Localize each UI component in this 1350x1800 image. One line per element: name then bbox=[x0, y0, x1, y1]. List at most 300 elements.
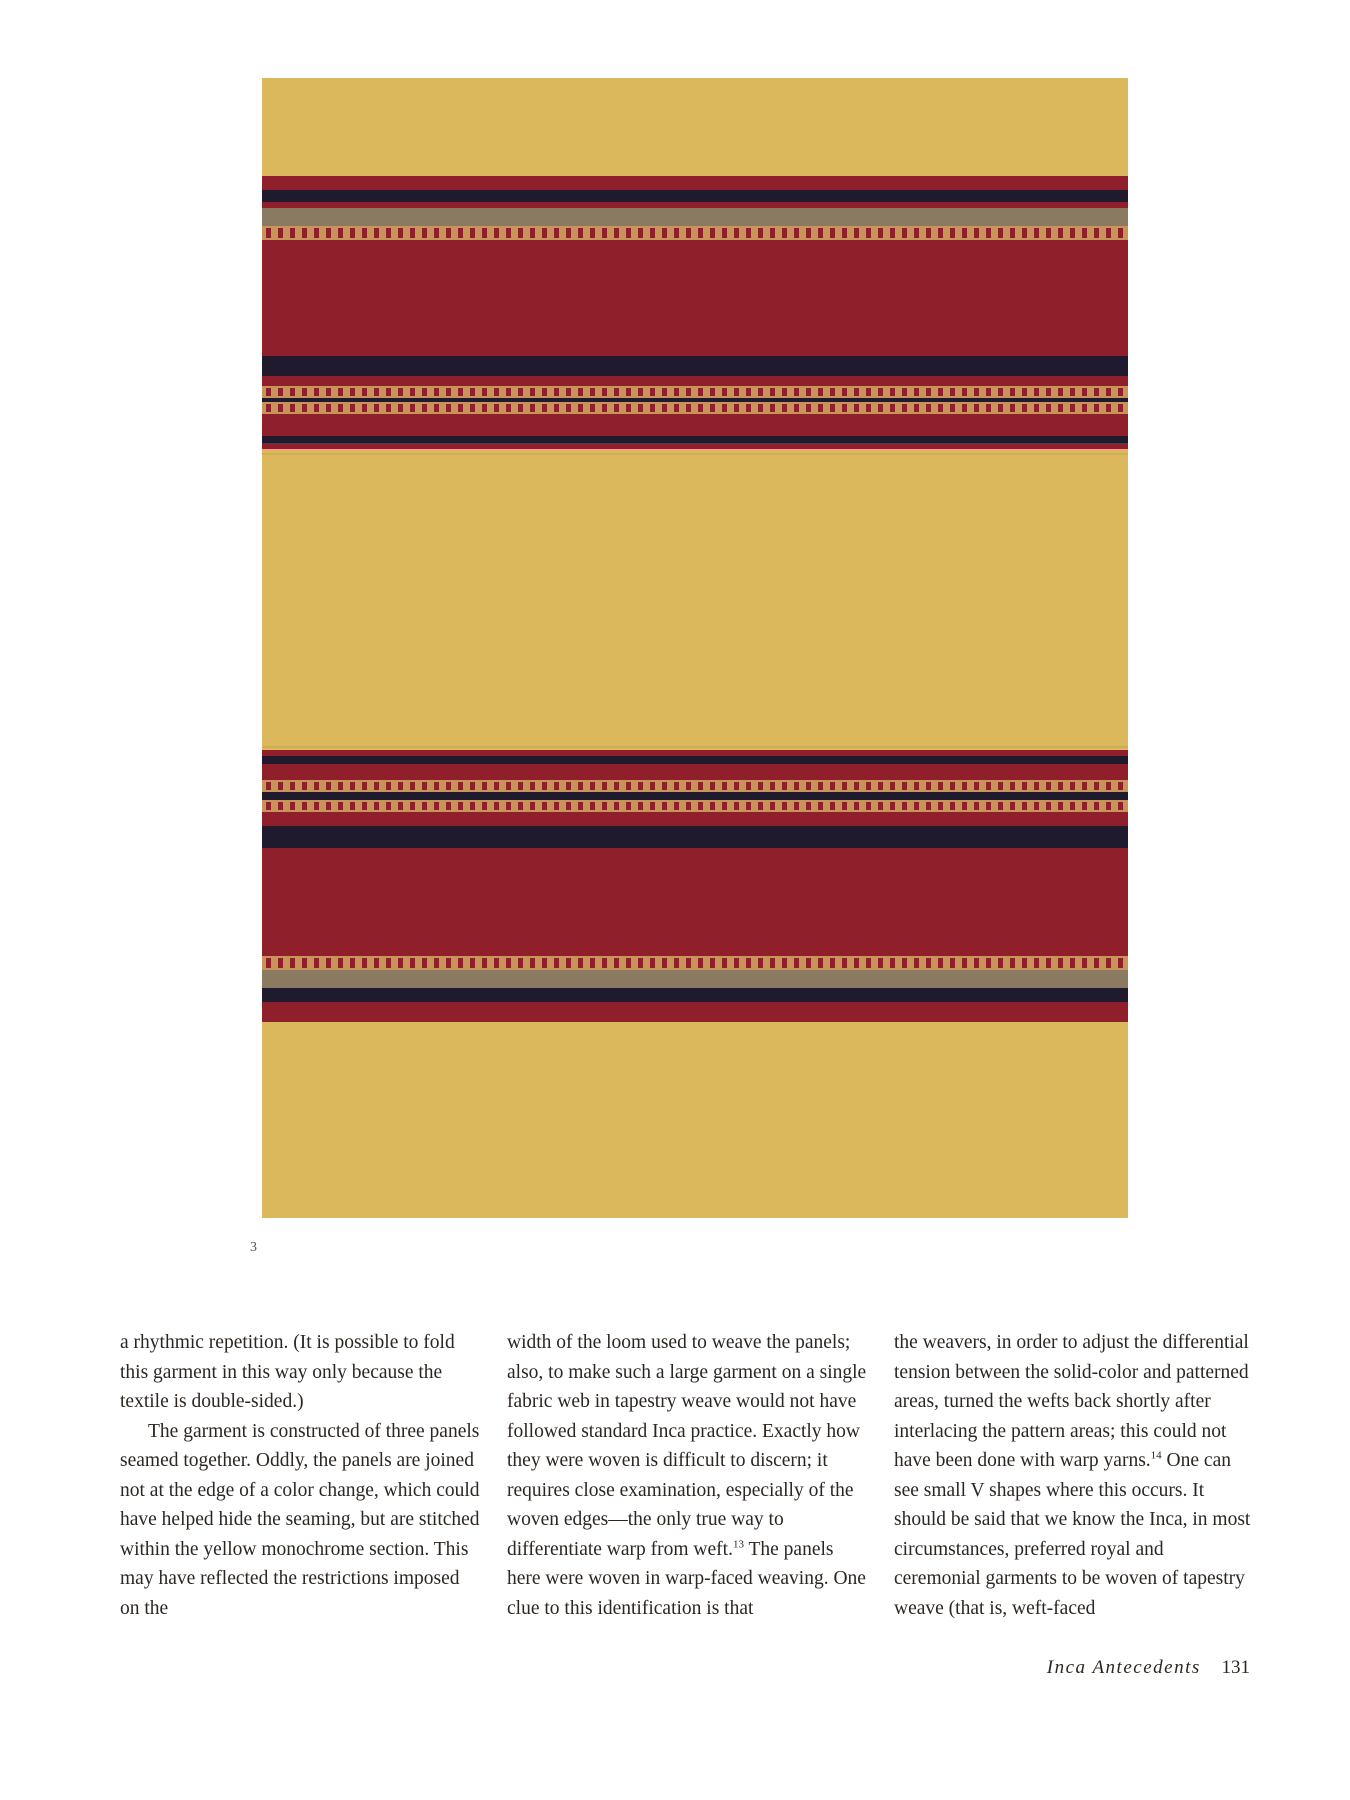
pattern-motif bbox=[614, 802, 619, 810]
pattern-motif bbox=[986, 228, 991, 238]
pattern-motif bbox=[842, 404, 847, 412]
pattern-motif bbox=[1118, 782, 1123, 790]
pattern-motif bbox=[662, 228, 667, 238]
pattern-motif bbox=[746, 958, 751, 968]
pattern-motif bbox=[734, 782, 739, 790]
pattern-motif bbox=[782, 404, 787, 412]
pattern-motif bbox=[674, 228, 679, 238]
pattern-motif bbox=[470, 404, 475, 412]
pattern-motif bbox=[350, 782, 355, 790]
pattern-motif bbox=[1058, 802, 1063, 810]
pattern-motif bbox=[1022, 404, 1027, 412]
pattern-motif bbox=[830, 958, 835, 968]
pattern-motif bbox=[1094, 388, 1099, 396]
pattern-motif bbox=[902, 404, 907, 412]
footnote-ref: 13 bbox=[732, 1538, 744, 1550]
pattern-motif bbox=[1022, 228, 1027, 238]
pattern-motif bbox=[626, 958, 631, 968]
pattern-motif bbox=[1046, 958, 1051, 968]
paragraph-text: the weavers, in order to adjust the differential tension between the solid-color and patterned areas, turned the wefts back shortly after interlacing the pattern areas; this could not have been done with warp yarns. bbox=[894, 1332, 1249, 1471]
pattern-motif bbox=[506, 388, 511, 396]
pattern-motif bbox=[1082, 388, 1087, 396]
pattern-motif bbox=[554, 388, 559, 396]
pattern-motif bbox=[1070, 802, 1075, 810]
pattern-motif bbox=[506, 958, 511, 968]
red-band bbox=[262, 443, 1128, 449]
pattern-motif bbox=[566, 958, 571, 968]
pattern-motif bbox=[374, 802, 379, 810]
pattern-motif bbox=[326, 802, 331, 810]
pattern-motif bbox=[554, 802, 559, 810]
pattern-motif bbox=[350, 802, 355, 810]
pattern-motif bbox=[854, 782, 859, 790]
pattern-motif bbox=[434, 958, 439, 968]
pattern-motif bbox=[950, 404, 955, 412]
pattern-motif bbox=[578, 388, 583, 396]
pattern-motif bbox=[710, 228, 715, 238]
pattern-motif bbox=[998, 404, 1003, 412]
pattern-motif bbox=[986, 802, 991, 810]
pattern-motif bbox=[338, 958, 343, 968]
pattern-motif bbox=[626, 404, 631, 412]
pattern-motif bbox=[1106, 802, 1111, 810]
navy-stripe bbox=[262, 826, 1128, 848]
pattern-motif bbox=[578, 802, 583, 810]
pattern-motif bbox=[434, 802, 439, 810]
pattern-motif bbox=[266, 958, 271, 968]
pattern-motif bbox=[362, 958, 367, 968]
pattern-motif bbox=[350, 388, 355, 396]
pattern-motif bbox=[386, 388, 391, 396]
pattern-motif bbox=[674, 802, 679, 810]
pattern-motif bbox=[746, 404, 751, 412]
pattern-motif bbox=[314, 228, 319, 238]
text-column-2 bbox=[507, 1328, 867, 1623]
pattern-motif bbox=[986, 404, 991, 412]
pattern-motif bbox=[590, 958, 595, 968]
pattern-motif bbox=[446, 802, 451, 810]
pattern-motif bbox=[638, 958, 643, 968]
pattern-motif bbox=[710, 802, 715, 810]
pattern-motif bbox=[290, 782, 295, 790]
pattern-motif bbox=[554, 782, 559, 790]
pattern-motif bbox=[650, 802, 655, 810]
pattern-motif bbox=[1082, 802, 1087, 810]
pattern-motif bbox=[1034, 802, 1039, 810]
pattern-motif bbox=[758, 404, 763, 412]
pattern-motif bbox=[854, 388, 859, 396]
pattern-motif bbox=[302, 958, 307, 968]
pattern-motif bbox=[506, 404, 511, 412]
pattern-motif bbox=[1082, 404, 1087, 412]
pattern-motif bbox=[926, 802, 931, 810]
pattern-motif bbox=[878, 802, 883, 810]
pattern-motif bbox=[1106, 388, 1111, 396]
pattern-motif bbox=[1046, 388, 1051, 396]
pattern-motif bbox=[878, 958, 883, 968]
pattern-motif bbox=[1070, 404, 1075, 412]
pattern-motif bbox=[998, 782, 1003, 790]
pattern-motif bbox=[842, 228, 847, 238]
pattern-motif bbox=[698, 802, 703, 810]
pattern-motif bbox=[302, 228, 307, 238]
pattern-motif bbox=[854, 404, 859, 412]
pattern-motif bbox=[1046, 404, 1051, 412]
pattern-motif bbox=[302, 388, 307, 396]
pattern-motif bbox=[506, 228, 511, 238]
pattern-motif bbox=[458, 958, 463, 968]
pattern-motif bbox=[482, 404, 487, 412]
pattern-motif bbox=[386, 802, 391, 810]
navy-stripe bbox=[262, 190, 1128, 202]
pattern-motif bbox=[770, 958, 775, 968]
pattern-motif bbox=[662, 802, 667, 810]
pattern-motif bbox=[530, 228, 535, 238]
pattern-motif bbox=[542, 958, 547, 968]
pattern-motif bbox=[446, 228, 451, 238]
pattern-motif bbox=[1070, 388, 1075, 396]
pattern-motif bbox=[950, 228, 955, 238]
pattern-motif bbox=[1106, 958, 1111, 968]
pattern-motif bbox=[926, 404, 931, 412]
pattern-motif bbox=[746, 782, 751, 790]
pattern-motif bbox=[362, 228, 367, 238]
pattern-motif bbox=[578, 404, 583, 412]
pattern-motif bbox=[806, 228, 811, 238]
pattern-motif bbox=[314, 958, 319, 968]
pattern-motif bbox=[758, 958, 763, 968]
red-band bbox=[262, 750, 1128, 756]
pattern-motif bbox=[290, 802, 295, 810]
pattern-motif bbox=[734, 228, 739, 238]
pattern-motif bbox=[830, 388, 835, 396]
pattern-motif bbox=[1058, 958, 1063, 968]
pattern-motif bbox=[446, 782, 451, 790]
pattern-motif bbox=[962, 404, 967, 412]
pattern-motif bbox=[650, 388, 655, 396]
pattern-motif bbox=[722, 388, 727, 396]
pattern-motif bbox=[290, 228, 295, 238]
pattern-motif bbox=[770, 228, 775, 238]
navy-stripe bbox=[262, 436, 1128, 443]
pattern-motif bbox=[734, 802, 739, 810]
pattern-motif bbox=[962, 802, 967, 810]
pattern-motif bbox=[806, 782, 811, 790]
pattern-motif bbox=[794, 388, 799, 396]
pattern-motif bbox=[494, 404, 499, 412]
pattern-motif bbox=[578, 228, 583, 238]
pattern-motif bbox=[854, 958, 859, 968]
pattern-motif bbox=[470, 782, 475, 790]
pattern-motif bbox=[926, 388, 931, 396]
pattern-motif bbox=[818, 388, 823, 396]
pattern-motif bbox=[794, 958, 799, 968]
pattern-motif bbox=[710, 404, 715, 412]
pattern-motif bbox=[866, 388, 871, 396]
pattern-motif bbox=[602, 388, 607, 396]
pattern-motif bbox=[470, 388, 475, 396]
pattern-motif bbox=[374, 388, 379, 396]
pattern-motif bbox=[554, 958, 559, 968]
pattern-motif bbox=[674, 388, 679, 396]
pattern-motif bbox=[794, 782, 799, 790]
pattern-motif bbox=[1106, 404, 1111, 412]
pattern-motif bbox=[458, 404, 463, 412]
pattern-motif bbox=[722, 782, 727, 790]
pattern-motif bbox=[326, 404, 331, 412]
pattern-motif bbox=[650, 404, 655, 412]
pattern-motif bbox=[650, 782, 655, 790]
pattern-motif bbox=[1118, 958, 1123, 968]
pattern-motif bbox=[902, 782, 907, 790]
pattern-motif bbox=[914, 802, 919, 810]
pattern-motif bbox=[602, 404, 607, 412]
pattern-motif bbox=[614, 388, 619, 396]
pattern-motif bbox=[1118, 388, 1123, 396]
pattern-motif bbox=[698, 228, 703, 238]
pattern-motif bbox=[734, 958, 739, 968]
pattern-motif bbox=[494, 782, 499, 790]
pattern-motif bbox=[1010, 802, 1015, 810]
pattern-motif bbox=[962, 958, 967, 968]
pattern-motif bbox=[974, 388, 979, 396]
pattern-motif bbox=[770, 782, 775, 790]
pattern-motif bbox=[374, 958, 379, 968]
navy-stripe bbox=[262, 988, 1128, 1002]
pattern-motif bbox=[410, 404, 415, 412]
navy-stripe bbox=[262, 792, 1128, 800]
pattern-motif bbox=[698, 388, 703, 396]
pattern-motif bbox=[914, 958, 919, 968]
pattern-motif bbox=[314, 782, 319, 790]
pattern-motif bbox=[1094, 802, 1099, 810]
pattern-motif bbox=[1082, 228, 1087, 238]
pattern-motif bbox=[590, 228, 595, 238]
pattern-motif bbox=[386, 958, 391, 968]
pattern-motif bbox=[1034, 782, 1039, 790]
pattern-motif bbox=[542, 802, 547, 810]
pattern-motif bbox=[590, 782, 595, 790]
pattern-motif bbox=[326, 782, 331, 790]
pattern-motif bbox=[1046, 782, 1051, 790]
pattern-motif bbox=[650, 958, 655, 968]
pattern-motif bbox=[386, 404, 391, 412]
pattern-motif bbox=[782, 228, 787, 238]
pattern-motif bbox=[938, 388, 943, 396]
pattern-motif bbox=[314, 404, 319, 412]
pattern-motif bbox=[878, 388, 883, 396]
pattern-motif bbox=[266, 388, 271, 396]
pattern-motif bbox=[302, 404, 307, 412]
pattern-motif bbox=[266, 228, 271, 238]
pattern-motif bbox=[962, 388, 967, 396]
pattern-motif bbox=[998, 802, 1003, 810]
pattern-motif bbox=[914, 782, 919, 790]
pattern-motif bbox=[986, 388, 991, 396]
pattern-motif bbox=[950, 388, 955, 396]
pattern-motif bbox=[398, 802, 403, 810]
pattern-motif bbox=[890, 802, 895, 810]
paragraph: The garment is constructed of three panels seamed together. Oddly, the panels are joined not at the edge of a color change, which could have helped hide the seaming, but are stitched within the yellow monochrome section. This may have reflected the restrictions imposed on the bbox=[120, 1420, 480, 1619]
pattern-motif bbox=[890, 404, 895, 412]
pattern-motif bbox=[518, 404, 523, 412]
pattern-motif bbox=[398, 782, 403, 790]
pattern-motif bbox=[662, 388, 667, 396]
pattern-motif bbox=[1094, 228, 1099, 238]
pattern-motif bbox=[278, 404, 283, 412]
pattern-motif bbox=[914, 228, 919, 238]
textile-photograph bbox=[262, 78, 1128, 1218]
pattern-motif bbox=[962, 782, 967, 790]
pattern-motif bbox=[674, 782, 679, 790]
pattern-motif bbox=[1070, 958, 1075, 968]
seam-line bbox=[262, 746, 1128, 748]
pattern-motif bbox=[818, 958, 823, 968]
pattern-motif bbox=[686, 782, 691, 790]
pattern-motif bbox=[794, 228, 799, 238]
pattern-motif bbox=[806, 388, 811, 396]
pattern-motif bbox=[650, 228, 655, 238]
pattern-motif bbox=[374, 228, 379, 238]
pattern-motif bbox=[470, 228, 475, 238]
pattern-motif bbox=[458, 782, 463, 790]
pattern-motif bbox=[818, 228, 823, 238]
pattern-motif bbox=[566, 388, 571, 396]
pattern-motif bbox=[530, 782, 535, 790]
pattern-motif bbox=[722, 958, 727, 968]
pattern-motif bbox=[866, 404, 871, 412]
pattern-motif bbox=[566, 404, 571, 412]
pattern-motif bbox=[1094, 958, 1099, 968]
red-band bbox=[262, 848, 1128, 956]
pattern-motif bbox=[602, 782, 607, 790]
pattern-motif bbox=[662, 958, 667, 968]
pattern-motif bbox=[554, 228, 559, 238]
pattern-motif bbox=[638, 228, 643, 238]
pattern-motif bbox=[674, 404, 679, 412]
pattern-motif bbox=[374, 404, 379, 412]
pattern-motif bbox=[614, 958, 619, 968]
red-band bbox=[262, 812, 1128, 826]
pattern-motif bbox=[458, 228, 463, 238]
pattern-motif bbox=[758, 388, 763, 396]
navy-stripe bbox=[262, 398, 1128, 402]
pattern-motif bbox=[878, 782, 883, 790]
pattern-motif bbox=[398, 228, 403, 238]
pattern-motif bbox=[926, 228, 931, 238]
pattern-motif bbox=[974, 404, 979, 412]
pattern-motif bbox=[842, 802, 847, 810]
pattern-motif bbox=[278, 228, 283, 238]
pattern-motif bbox=[926, 782, 931, 790]
pattern-motif bbox=[422, 388, 427, 396]
pattern-motif bbox=[326, 388, 331, 396]
pattern-motif bbox=[662, 782, 667, 790]
pattern-motif bbox=[758, 228, 763, 238]
pattern-motif bbox=[866, 782, 871, 790]
pattern-motif bbox=[1034, 404, 1039, 412]
pattern-motif bbox=[638, 802, 643, 810]
page-number: 131 bbox=[1221, 1657, 1250, 1678]
pattern-motif bbox=[698, 958, 703, 968]
pattern-motif bbox=[962, 228, 967, 238]
pattern-motif bbox=[1070, 782, 1075, 790]
pattern-motif bbox=[326, 958, 331, 968]
pattern-motif bbox=[590, 388, 595, 396]
pattern-motif bbox=[950, 802, 955, 810]
pattern-motif bbox=[686, 228, 691, 238]
pattern-motif bbox=[1022, 802, 1027, 810]
pattern-motif bbox=[830, 782, 835, 790]
pattern-motif bbox=[1094, 404, 1099, 412]
pattern-motif bbox=[986, 782, 991, 790]
pattern-motif bbox=[1070, 228, 1075, 238]
pattern-motif bbox=[890, 958, 895, 968]
pattern-motif bbox=[1022, 782, 1027, 790]
pattern-motif bbox=[398, 404, 403, 412]
pattern-motif bbox=[314, 388, 319, 396]
pattern-motif bbox=[1106, 782, 1111, 790]
pattern-motif bbox=[806, 958, 811, 968]
pattern-motif bbox=[974, 782, 979, 790]
pattern-motif bbox=[806, 802, 811, 810]
pattern-motif bbox=[698, 404, 703, 412]
pattern-motif bbox=[542, 404, 547, 412]
pattern-motif bbox=[710, 958, 715, 968]
pattern-motif bbox=[482, 958, 487, 968]
pattern-motif bbox=[530, 802, 535, 810]
pattern-motif bbox=[386, 782, 391, 790]
pattern-motif bbox=[1010, 782, 1015, 790]
pattern-motif bbox=[518, 228, 523, 238]
pattern-motif bbox=[1010, 404, 1015, 412]
red-band bbox=[262, 1002, 1128, 1022]
pattern-motif bbox=[338, 404, 343, 412]
pattern-motif bbox=[722, 228, 727, 238]
pattern-motif bbox=[770, 404, 775, 412]
pattern-motif bbox=[374, 782, 379, 790]
pattern-motif bbox=[974, 802, 979, 810]
pattern-motif bbox=[878, 228, 883, 238]
pattern-motif bbox=[710, 388, 715, 396]
pattern-motif bbox=[1058, 228, 1063, 238]
pattern-motif bbox=[722, 802, 727, 810]
pattern-motif bbox=[830, 228, 835, 238]
pattern-motif bbox=[974, 228, 979, 238]
pattern-motif bbox=[290, 388, 295, 396]
pattern-motif bbox=[506, 802, 511, 810]
pattern-motif bbox=[686, 802, 691, 810]
pattern-motif bbox=[482, 228, 487, 238]
pattern-motif bbox=[1046, 228, 1051, 238]
pattern-motif bbox=[866, 228, 871, 238]
pattern-motif bbox=[602, 228, 607, 238]
pattern-motif bbox=[1022, 388, 1027, 396]
pattern-motif bbox=[530, 404, 535, 412]
navy-stripe bbox=[262, 356, 1128, 376]
pattern-motif bbox=[950, 958, 955, 968]
pattern-motif bbox=[626, 228, 631, 238]
pattern-motif bbox=[830, 802, 835, 810]
pattern-motif bbox=[590, 802, 595, 810]
pattern-motif bbox=[1022, 958, 1027, 968]
pattern-motif bbox=[1058, 388, 1063, 396]
pattern-motif bbox=[482, 782, 487, 790]
paragraph-text-continued: The panels here were woven in warp-faced weaving. One clue to this identification is that bbox=[507, 1538, 866, 1619]
pattern-motif bbox=[266, 782, 271, 790]
paragraph-text-continued: One can see small V shapes where this occurs. It should be said that we know the Inca, in most circumstances, preferred royal and ceremonial garments to be woven of tapestry weave (that is, weft-faced bbox=[894, 1450, 1251, 1619]
pattern-motif bbox=[410, 802, 415, 810]
